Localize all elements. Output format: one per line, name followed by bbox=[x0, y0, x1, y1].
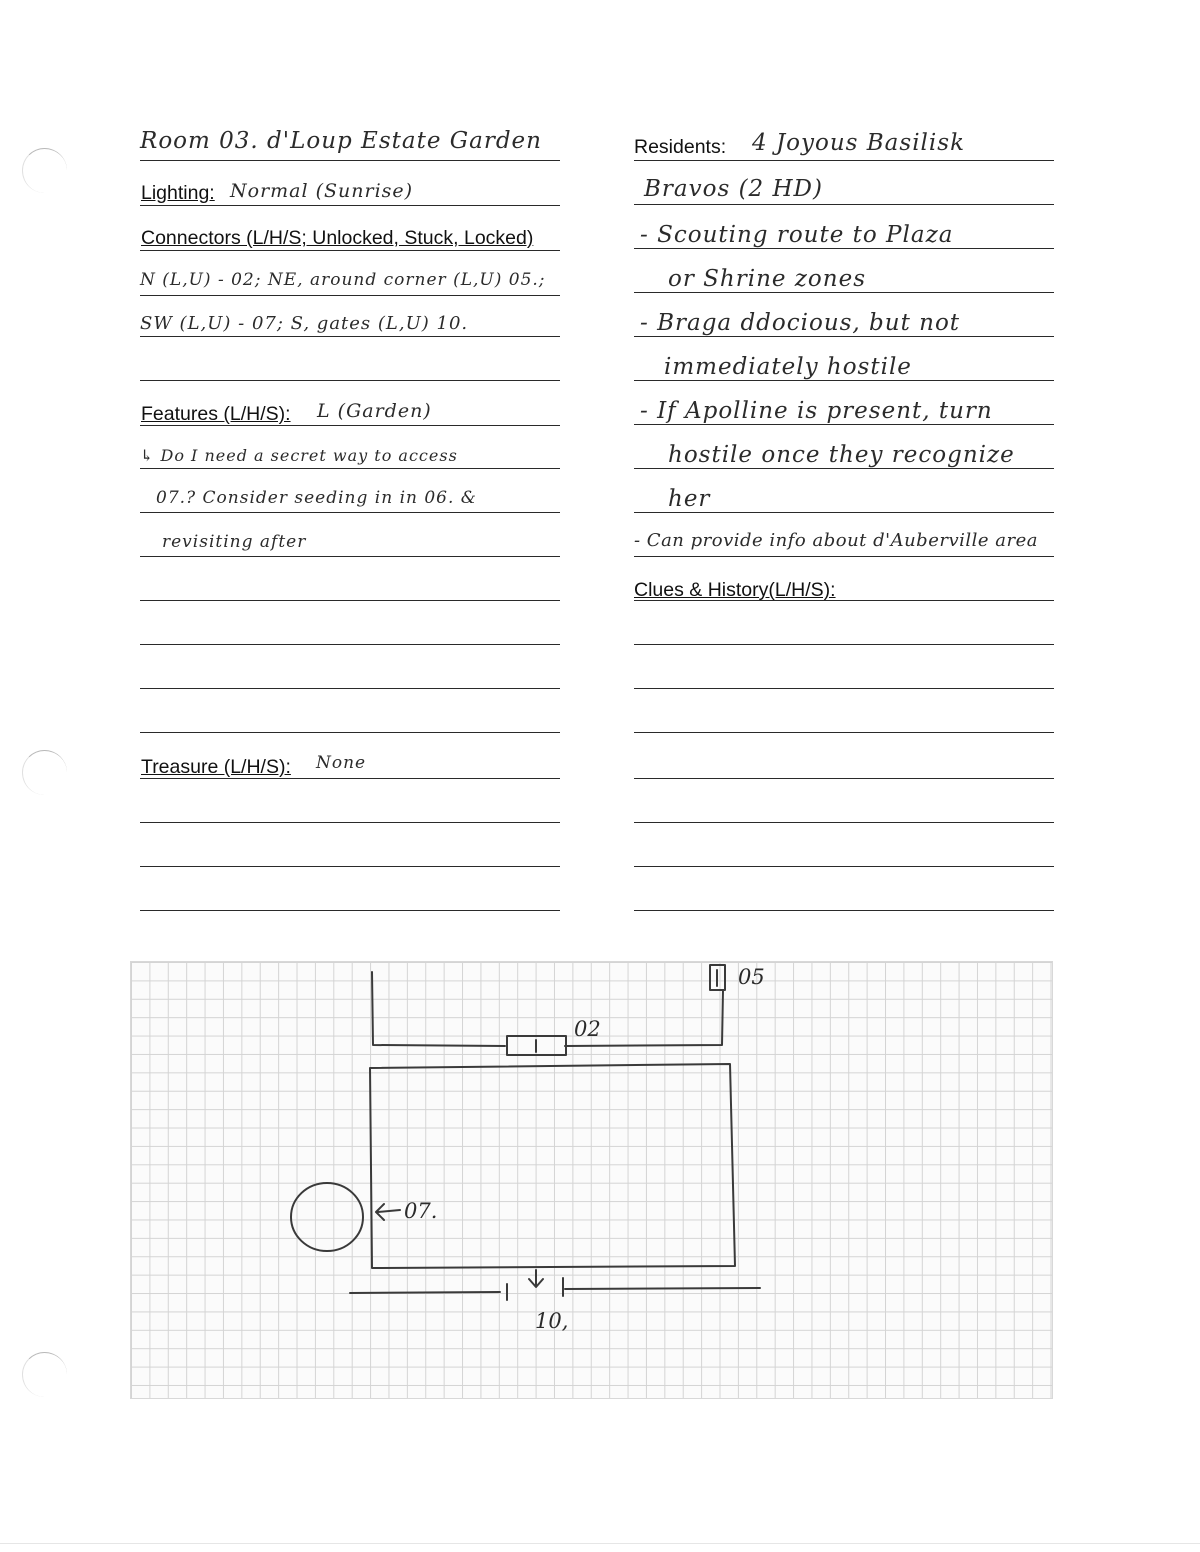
treasure-value: None bbox=[316, 753, 367, 773]
map-south-wall-left bbox=[350, 1292, 500, 1293]
map-garden-walls bbox=[370, 1064, 735, 1268]
map-south-arrow bbox=[529, 1270, 543, 1287]
map-west-outer-wall bbox=[372, 972, 505, 1046]
connector-line-1: N (L,U) - 02; NE, around corner (L,U) 05.; bbox=[140, 270, 546, 290]
features-line-1: ↳ Do I need a secret way to access bbox=[140, 446, 458, 465]
residents-line-10: - Can provide info about d'Auberville area bbox=[634, 530, 1038, 551]
map-label-north-exit: 02 bbox=[574, 1017, 601, 1041]
treasure-label: Treasure (L/H/S): bbox=[141, 756, 291, 778]
residents-line-9: her bbox=[668, 486, 711, 512]
connector-line-2: SW (L,U) - 07; S, gates (L,U) 10. bbox=[140, 313, 469, 334]
residents-line-7: - If Apolline is present, turn bbox=[640, 398, 993, 424]
residents-line-5: - Braga ddocious, but not bbox=[640, 310, 961, 336]
lighting-label: Lighting: bbox=[141, 182, 215, 204]
lighting-value: Normal (Sunrise) bbox=[230, 180, 414, 202]
room-title: Room 03. d'Loup Estate Garden bbox=[140, 128, 542, 154]
residents-line-3: - Scouting route to Plaza bbox=[640, 222, 954, 248]
map-west-arrow bbox=[376, 1204, 400, 1220]
map-south-wall-right bbox=[565, 1288, 760, 1289]
map-label-northeast-exit: 05 bbox=[738, 965, 765, 989]
residents-line-4: or Shrine zones bbox=[668, 266, 867, 292]
residents-line-6: immediately hostile bbox=[664, 354, 912, 380]
features-line-3: revisiting after bbox=[162, 532, 307, 552]
residents-label: Residents: bbox=[634, 136, 727, 158]
clues-label: Clues & History(L/H/S): bbox=[634, 579, 836, 601]
page-bottom-edge bbox=[0, 1543, 1200, 1544]
features-line-2: 07.? Consider seeding in in 06. & bbox=[156, 488, 477, 508]
map-round-structure bbox=[291, 1183, 363, 1251]
map-label-west-exit: 07. bbox=[404, 1199, 438, 1223]
features-label: Features (L/H/S): bbox=[141, 403, 291, 425]
residents-line-2: Bravos (2 HD) bbox=[644, 176, 823, 202]
map-label-south-exit: 10, bbox=[535, 1309, 569, 1333]
connectors-label: Connectors (L/H/S; Unlocked, Stuck, Locked) bbox=[141, 227, 534, 249]
residents-line-8: hostile once they recognize bbox=[668, 442, 1015, 468]
residents-line-1: 4 Joyous Basilisk bbox=[752, 130, 966, 156]
features-value: L (Garden) bbox=[317, 400, 432, 422]
